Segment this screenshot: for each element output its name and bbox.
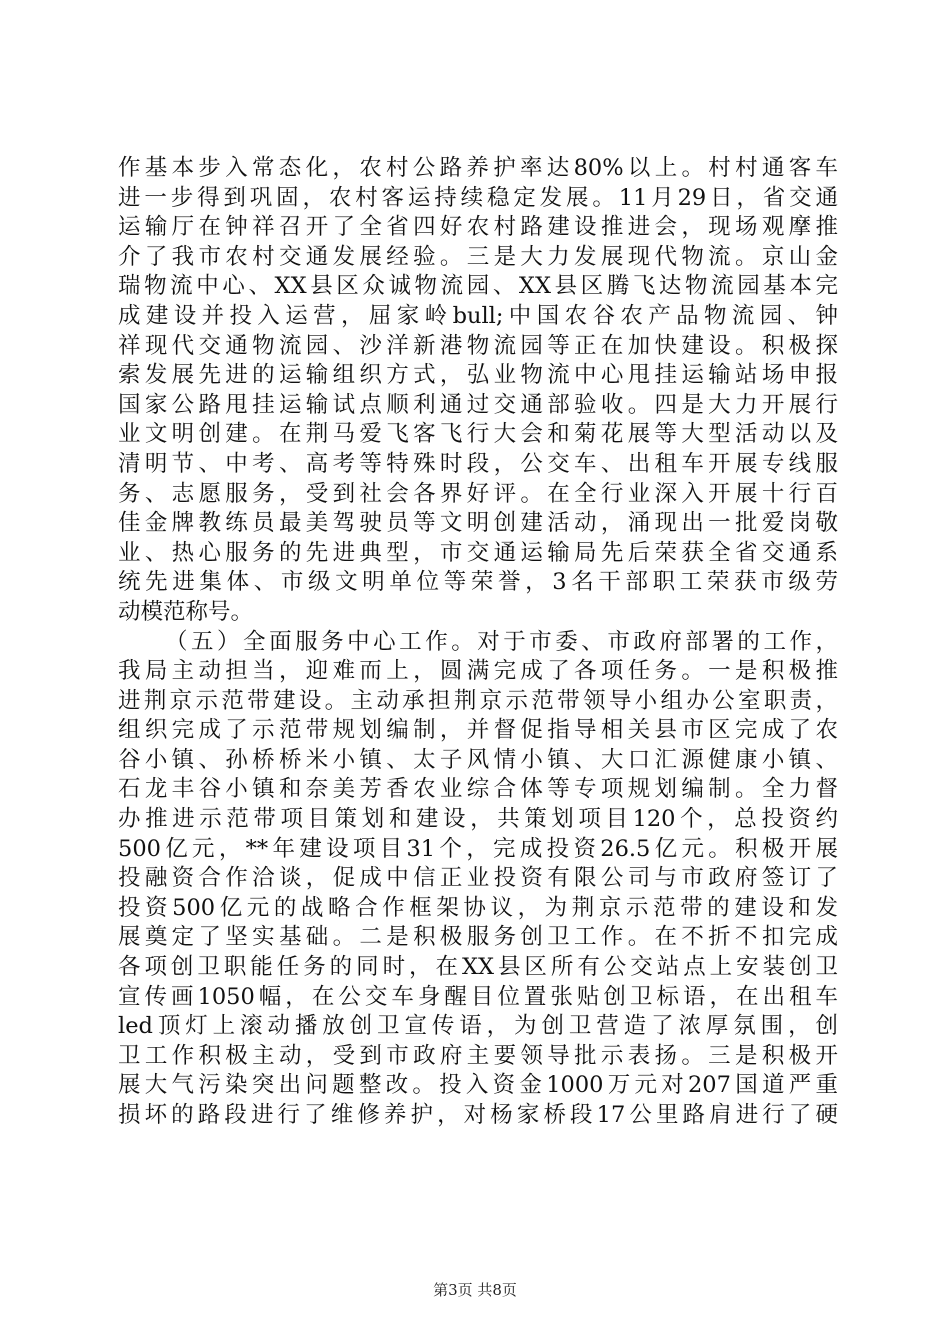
- text-line: 运输厅在钟祥召开了全省四好农村路建设推进会，现场观摩推: [118, 214, 838, 241]
- text-line: 卫工作积极主动，受到市政府主要领导批示表扬。三是积极开: [118, 1042, 838, 1069]
- text-line: 佳金牌教练员最美驾驶员等文明创建活动，涌现出一批爱岗敬: [118, 510, 838, 537]
- text-line: 投融资合作洽谈，促成中信正业投资有限公司与市政府签订了: [118, 865, 838, 892]
- text-line: 谷小镇、孙桥桥米小镇、太子风情小镇、大口汇源健康小镇、: [118, 746, 838, 773]
- text-line: 500亿元，**年建设项目31个，完成投资26.5亿元。积极开展: [118, 835, 838, 862]
- text-line: 业、热心服务的先进典型，市交通运输局先后荣获全省交通系: [118, 539, 838, 566]
- text-line: 介了我市农村交通发展经验。三是大力发展现代物流。京山金: [118, 243, 838, 270]
- text-line: 办推进示范带项目策划和建设，共策划项目120个，总投资约: [118, 806, 838, 833]
- text-line: 展大气污染突出问题整改。投入资金1000万元对207国道严重: [118, 1072, 838, 1099]
- text-line: 损坏的路段进行了维修养护，对杨家桥段17公里路肩进行了硬: [118, 1102, 838, 1128]
- text-line: 进荆京示范带建设。主动承担荆京示范带领导小组办公室职责，: [118, 687, 838, 714]
- text-line: 各项创卫职能任务的同时，在XX县区所有公交站点上安装创卫: [118, 954, 838, 981]
- text-line: led顶灯上滚动播放创卫宣传语，为创卫营造了浓厚氛围，创: [118, 1013, 838, 1040]
- text-line: 动模范称号。: [118, 598, 254, 625]
- text-line: 成建设并投入运营，屈家岭bull;中国农谷农产品物流园、钟: [118, 302, 838, 329]
- text-line: 宣传画1050幅，在公交车身醒目位置张贴创卫标语，在出租车: [118, 983, 838, 1010]
- text-line: 清明节、中考、高考等特殊时段，公交车、出租车开展专线服: [118, 450, 838, 477]
- text-line: 我局主动担当，迎难而上，圆满完成了各项任务。一是积极推: [118, 658, 838, 685]
- text-line: 统先进集体、市级文明单位等荣誉，3名干部职工荣获市级劳: [118, 569, 838, 596]
- text-line: 祥现代交通物流园、沙洋新港物流园等正在加快建设。积极探: [118, 332, 838, 359]
- section-heading-line: （五）全面服务中心工作。对于市委、市政府部署的工作，: [165, 628, 838, 655]
- text-line: 投资500亿元的战略合作框架协议，为荆京示范带的建设和发: [118, 894, 838, 921]
- text-line: 业文明创建。在荆马爱飞客飞行大会和菊花展等大型活动以及: [118, 421, 838, 448]
- text-line: 组织完成了示范带规划编制，并督促指导相关县市区完成了农: [118, 717, 838, 744]
- text-line: 国家公路甩挂运输试点顺利通过交通部验收。四是大力开展行: [118, 391, 838, 418]
- text-line: 瑞物流中心、XX县区众诚物流园、XX县区腾飞达物流园基本完: [118, 273, 838, 300]
- text-line: 展奠定了坚实基础。二是积极服务创卫工作。在不折不扣完成: [118, 924, 838, 951]
- body-text: [118, 154, 838, 1131]
- text-line: 作基本步入常态化，农村公路养护率达80%以上。村村通客车: [118, 155, 838, 181]
- page-footer: 第3页 共8页: [433, 1281, 517, 1299]
- text-line: 进一步得到巩固，农村客运持续稳定发展。11月29日，省交通: [118, 184, 838, 211]
- text-line: 务、志愿服务，受到社会各界好评。在全行业深入开展十行百: [118, 480, 838, 507]
- text-line: 索发展先进的运输组织方式，弘业物流中心甩挂运输站场申报: [118, 362, 838, 389]
- text-line: 石龙丰谷小镇和奈美芳香农业综合体等专项规划编制。全力督: [118, 776, 838, 803]
